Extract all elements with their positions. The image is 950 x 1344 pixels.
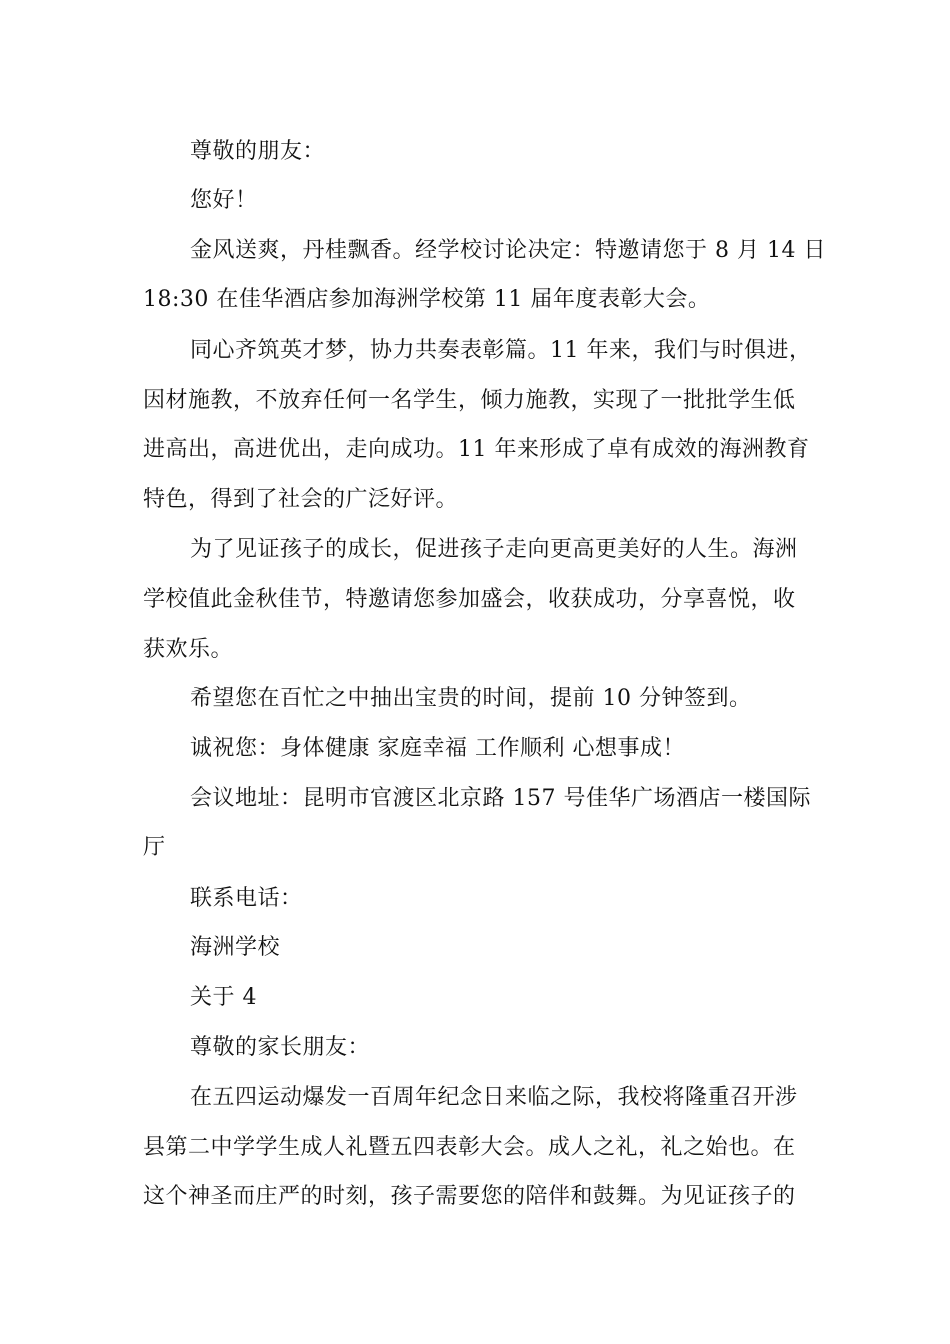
paragraph-line: 同心齐筑英才梦，协力共奏表彰篇。11 年来，我们与时俱进， bbox=[190, 338, 812, 363]
paragraph-line: 进高出，高进优出，走向成功。11 年来形成了卓有成效的海洲教育 bbox=[143, 437, 810, 462]
paragraph-line: 在五四运动爆发一百周年纪念日来临之际，我校将隆重召开涉 bbox=[190, 1085, 798, 1110]
salutation: 尊敬的朋友： bbox=[190, 139, 326, 164]
paragraph-line: 希望您在百忙之中抽出宝贵的时间，提前 10 分钟签到。 bbox=[190, 686, 752, 711]
section-heading: 关于 4 bbox=[190, 985, 257, 1010]
paragraph-line: 特色，得到了社会的广泛好评。 bbox=[143, 487, 459, 512]
paragraph-line: 金风送爽，丹桂飘香。经学校讨论决定：特邀请您于 8 月 14 日 bbox=[190, 238, 826, 263]
paragraph-line: 这个神圣而庄严的时刻，孩子需要您的陪伴和鼓舞。为见证孩子的 bbox=[143, 1184, 796, 1209]
salutation: 尊敬的家长朋友： bbox=[190, 1035, 371, 1060]
address-line: 会议地址：昆明市官渡区北京路 157 号佳华广场酒店一楼国际 bbox=[190, 786, 811, 811]
signature-school: 海洲学校 bbox=[190, 935, 281, 960]
paragraph-line: 为了见证孩子的成长，促进孩子走向更高更美好的人生。海洲 bbox=[190, 537, 798, 562]
paragraph-line: 因材施教，不放弃任何一名学生，倾力施教，实现了一批批学生低 bbox=[143, 388, 796, 413]
paragraph-line: 学校值此金秋佳节，特邀请您参加盛会，收获成功，分享喜悦，收 bbox=[143, 587, 796, 612]
phone-label: 联系电话： bbox=[190, 886, 303, 911]
paragraph-line: 获欢乐。 bbox=[143, 637, 234, 662]
greeting: 您好！ bbox=[190, 188, 258, 213]
paragraph-line: 县第二中学学生成人礼暨五四表彰大会。成人之礼，礼之始也。在 bbox=[143, 1135, 796, 1160]
blessing-line: 诚祝您：身体健康 家庭幸福 工作顺利 心想事成！ bbox=[190, 736, 685, 761]
paragraph-line: 18:30 在佳华酒店参加海洲学校第 11 届年度表彰大会。 bbox=[143, 287, 711, 312]
address-line: 厅 bbox=[143, 835, 166, 860]
